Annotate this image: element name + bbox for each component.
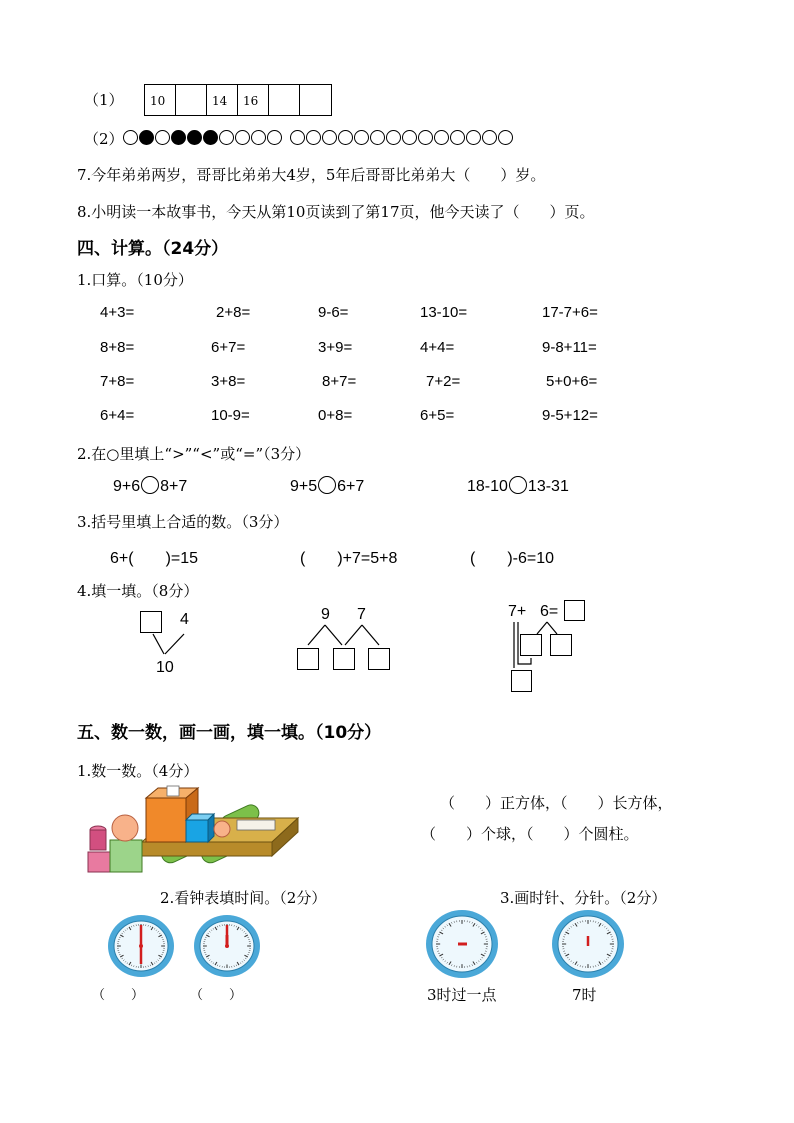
calc-item: 2+8= bbox=[216, 304, 251, 321]
left-stack bbox=[88, 815, 142, 872]
hollow-circle-icon bbox=[402, 130, 417, 145]
hollow-circle-icon bbox=[123, 130, 138, 145]
clock-caption: 3时过一点 bbox=[427, 986, 497, 1004]
compare-left: 9+5 bbox=[290, 478, 318, 495]
hollow-circle-icon bbox=[235, 130, 250, 145]
calc-item: 6+7= bbox=[211, 339, 246, 356]
compare-left: 18-10 bbox=[467, 478, 508, 495]
hollow-circle-icon bbox=[482, 130, 497, 145]
calc-item: 3+9= bbox=[318, 339, 353, 356]
compare-right: 8+7 bbox=[160, 478, 188, 495]
hollow-circle-icon bbox=[338, 130, 353, 145]
answer-box[interactable] bbox=[520, 634, 542, 656]
split-number: 7 bbox=[357, 606, 366, 623]
sequence-cell[interactable]: 16 bbox=[238, 85, 269, 115]
calc-item: 10-9= bbox=[211, 407, 250, 424]
calc-item: 8+8= bbox=[100, 339, 135, 356]
compare-blank-circle[interactable] bbox=[141, 476, 159, 494]
calc-item: 4+4= bbox=[420, 339, 455, 356]
clock-caption: 7时 bbox=[572, 986, 597, 1004]
compare-left: 9+6 bbox=[113, 478, 141, 495]
calc-item: 6+4= bbox=[100, 407, 135, 424]
sec4-fill-in-title: 4.填一填。（8分） bbox=[77, 582, 199, 600]
calc-item: 7+8= bbox=[100, 373, 135, 390]
answer-box[interactable] bbox=[511, 670, 532, 692]
sequence-cell[interactable]: 14 bbox=[207, 85, 238, 115]
hollow-circle-icon bbox=[354, 130, 369, 145]
hollow-circle-icon bbox=[267, 130, 282, 145]
compare-blank-circle[interactable] bbox=[509, 476, 527, 494]
calc-item: 9-6= bbox=[318, 304, 349, 321]
hollow-circle-icon bbox=[466, 130, 481, 145]
solid-shapes-illustration bbox=[82, 782, 302, 877]
ball-icon bbox=[214, 821, 230, 837]
calc-item: 6+5= bbox=[420, 407, 455, 424]
hollow-circle-icon bbox=[418, 130, 433, 145]
clock-answer-blank[interactable]: （ ） bbox=[190, 988, 243, 1003]
sec4-compare-title: 2.在○里填上“>”“<”或“=”（3分） bbox=[77, 445, 311, 463]
calc-item: 8+7= bbox=[322, 373, 357, 390]
question-7: 7.今年弟弟两岁，哥哥比弟弟大4岁，5年后哥哥比弟弟大（ ）岁。 bbox=[77, 166, 546, 184]
bond-number: 10 bbox=[156, 659, 174, 676]
circle-pattern bbox=[123, 130, 513, 145]
filled-circle-icon bbox=[171, 130, 186, 145]
answer-box[interactable] bbox=[564, 600, 585, 621]
section-5-title: 五、数一数，画一画，填一填。（10分） bbox=[77, 723, 382, 743]
filled-circle-icon bbox=[139, 130, 154, 145]
split-number: 9 bbox=[321, 606, 330, 623]
clock-icon bbox=[551, 909, 625, 979]
sec4-mental-math-title: 1.口算。（10分） bbox=[77, 271, 193, 289]
hollow-circle-icon bbox=[155, 130, 170, 145]
hollow-circle-icon bbox=[450, 130, 465, 145]
count-answer-line-2[interactable]: （ ）个球，（ ）个圆柱。 bbox=[421, 825, 639, 843]
cube-icon bbox=[186, 814, 214, 842]
calc-item: 7+2= bbox=[426, 373, 461, 390]
making-ten-expr: 7+ bbox=[508, 603, 527, 620]
section-4-title: 四、计算。（24分） bbox=[77, 239, 229, 259]
sequence-cell[interactable] bbox=[176, 85, 207, 115]
sec5-clock-draw-title: 3.画时针、分针。（2分） bbox=[500, 889, 667, 907]
bond-lines bbox=[140, 630, 200, 660]
calc-item: 5+0+6= bbox=[546, 373, 598, 390]
filled-circle-icon bbox=[203, 130, 218, 145]
clock-answer-blank[interactable]: （ ） bbox=[92, 988, 145, 1003]
hollow-circle-icon bbox=[306, 130, 321, 145]
answer-box[interactable] bbox=[550, 634, 572, 656]
hollow-circle-icon bbox=[219, 130, 234, 145]
making-ten-expr: 6= bbox=[540, 603, 559, 620]
sequence-cell[interactable] bbox=[300, 85, 331, 115]
calc-item: 0+8= bbox=[318, 407, 353, 424]
compare-item bbox=[467, 476, 569, 496]
calc-item: 9-8+11= bbox=[542, 339, 597, 356]
bracket-item[interactable]: 6+( )=15 bbox=[110, 550, 199, 567]
compare-item bbox=[290, 476, 364, 496]
bracket-item[interactable]: ( )-6=10 bbox=[470, 550, 555, 567]
bracket-item[interactable]: ( )+7=5+8 bbox=[300, 550, 398, 567]
clock-icon bbox=[425, 909, 499, 979]
sec5-clock-read-title: 2.看钟表填时间。（2分） bbox=[160, 889, 327, 907]
q6-part1-label: （1） bbox=[84, 91, 124, 109]
answer-box[interactable] bbox=[333, 648, 355, 670]
filled-circle-icon bbox=[187, 130, 202, 145]
answer-box[interactable] bbox=[297, 648, 319, 670]
hollow-circle-icon bbox=[290, 130, 305, 145]
compare-item bbox=[113, 476, 187, 496]
hollow-circle-icon bbox=[370, 130, 385, 145]
sec4-fill-brackets-title: 3.括号里填上合适的数。（3分） bbox=[77, 513, 289, 531]
hollow-circle-icon bbox=[251, 130, 266, 145]
sequence-cell[interactable] bbox=[269, 85, 300, 115]
compare-right: 6+7 bbox=[337, 478, 365, 495]
hollow-circle-icon bbox=[498, 130, 513, 145]
clock-icon bbox=[193, 914, 261, 978]
q6-part2-label: （2） bbox=[84, 130, 124, 148]
calc-item: 17-7+6= bbox=[542, 304, 598, 321]
compare-blank-circle[interactable] bbox=[318, 476, 336, 494]
count-answer-line-1[interactable]: （ ）正方体，（ ）长方体， bbox=[440, 794, 673, 812]
compare-right: 13-31 bbox=[527, 478, 569, 495]
clock-icon bbox=[107, 914, 175, 978]
hollow-circle-icon bbox=[434, 130, 449, 145]
bond-number: 4 bbox=[180, 611, 189, 628]
hollow-circle-icon bbox=[386, 130, 401, 145]
sec5-count-title: 1.数一数。（4分） bbox=[77, 762, 199, 780]
number-sequence-boxes bbox=[144, 84, 332, 116]
calc-item: 13-10= bbox=[420, 304, 468, 321]
calc-item: 9-5+12= bbox=[542, 407, 598, 424]
sequence-cell[interactable]: 10 bbox=[145, 85, 176, 115]
calc-item: 4+3= bbox=[100, 304, 135, 321]
hollow-circle-icon bbox=[322, 130, 337, 145]
question-8: 8.小明读一本故事书，今天从第10页读到了第17页，他今天读了（ ）页。 bbox=[77, 203, 595, 221]
calc-item: 3+8= bbox=[211, 373, 246, 390]
answer-box[interactable] bbox=[368, 648, 390, 670]
